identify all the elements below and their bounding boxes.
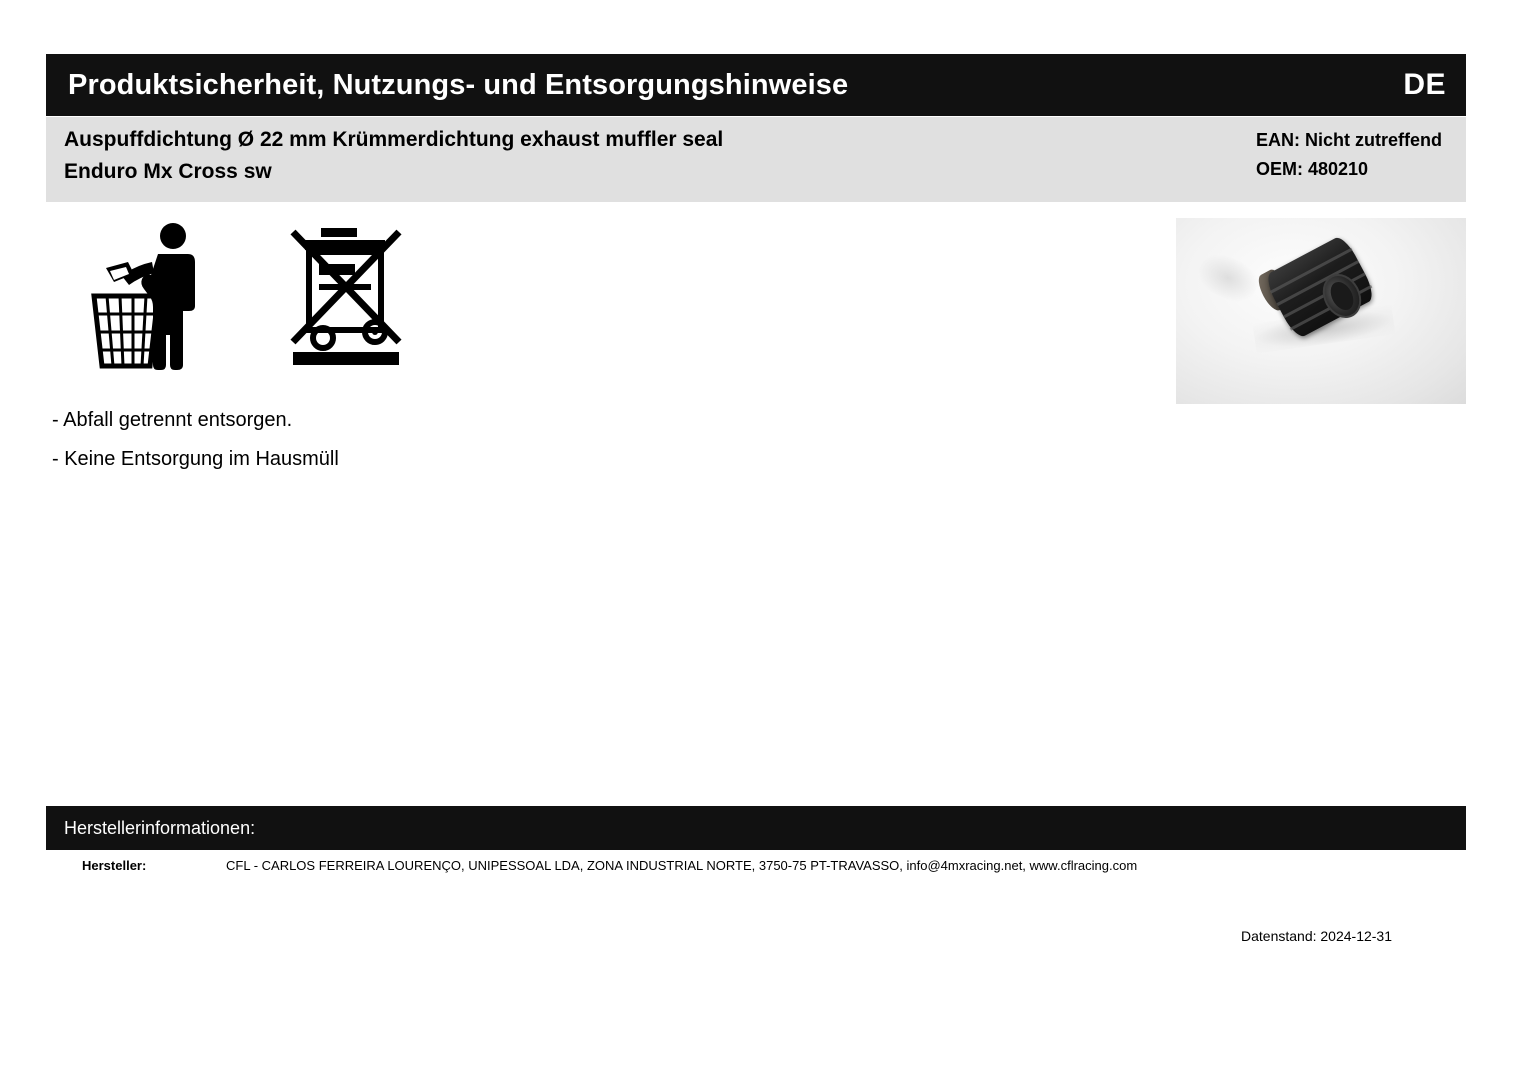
language-badge: DE <box>1403 68 1446 101</box>
dispose-in-bin-icon <box>80 218 215 373</box>
product-name-block <box>64 127 723 202</box>
page-title: Produktsicherheit, Nutzungs- und Entsorgungshinweise <box>68 68 849 101</box>
ean-value: EAN: Nicht zutreffend <box>1256 130 1442 150</box>
manufacturer-row <box>46 858 1466 873</box>
manufacturer-value: CFL - CARLOS FERREIRA LOURENÇO, UNIPESSOAL LDA, ZONA INDUSTRIAL NORTE, 3750-75 PT-TRAVASSO, info@4mxracing.net, www.cflracing.com <box>226 858 1138 873</box>
list-item: - Abfall getrennt entsorgen. <box>52 409 293 431</box>
product-info-band <box>46 117 1466 202</box>
product-name-line-2: Enduro Mx Cross sw <box>64 160 272 184</box>
oem-value: OEM: 480210 <box>1256 159 1369 179</box>
product-codes-block <box>1256 127 1442 202</box>
datestamp: Datenstand: 2024-12-31 <box>1241 928 1392 944</box>
pictogram-area <box>80 218 414 373</box>
product-name-line-1: Auspuffdichtung Ø 22 mm Krümmerdichtung exhaust muffler seal <box>64 128 724 151</box>
photo-background-smudge <box>1192 247 1263 309</box>
header-bar <box>46 54 1466 116</box>
manufacturer-label: Hersteller: <box>82 858 147 873</box>
disposal-notes-list <box>52 410 952 488</box>
manufacturer-section-title: Herstellerinformationen: <box>46 806 1466 850</box>
list-item: - Keine Entsorgung im Hausmüll <box>52 448 339 470</box>
weee-crossed-out-wheelie-bin-icon <box>279 218 414 373</box>
product-photo <box>1176 218 1466 404</box>
